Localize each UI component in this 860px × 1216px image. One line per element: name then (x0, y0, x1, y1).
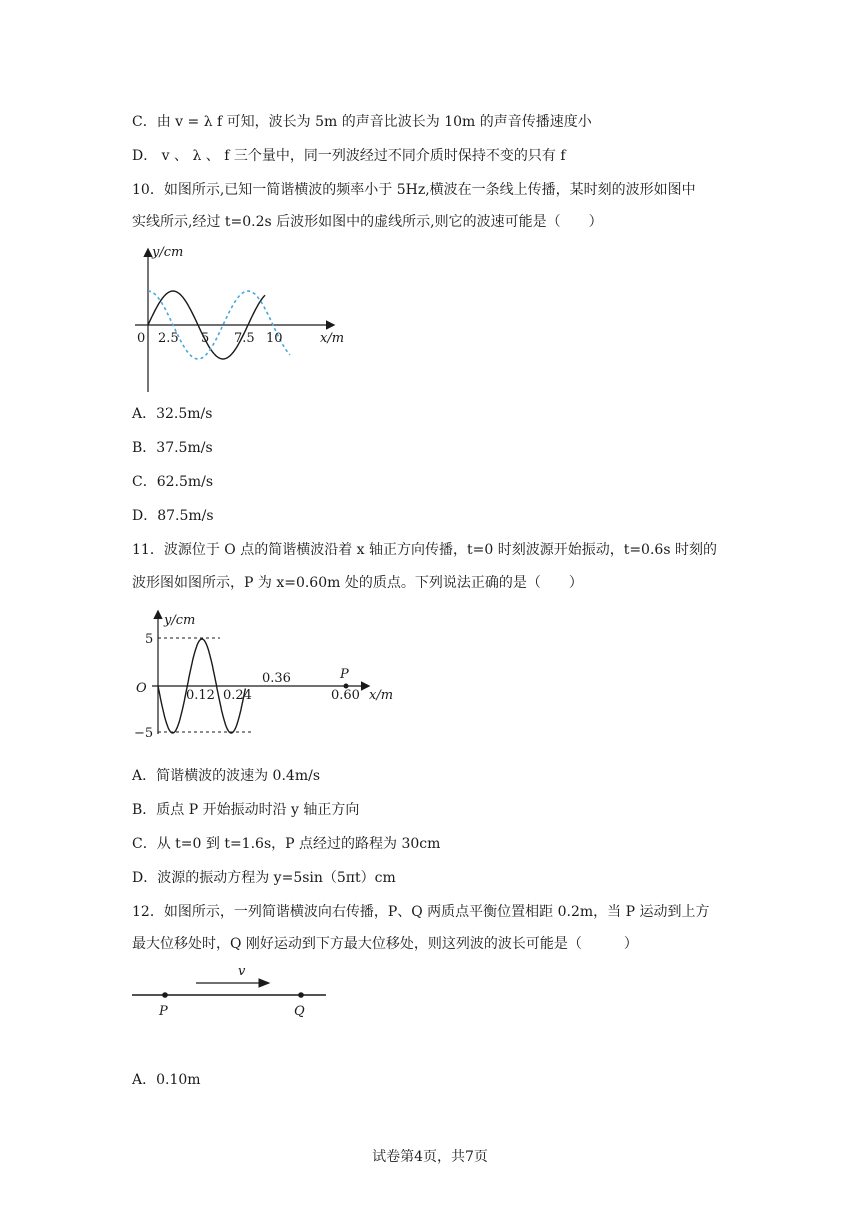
option-10a-text: A．32.5m/s (132, 406, 213, 422)
option-10c-text: C．由 v = λ f 可知，波长为 5m 的声音比波长为 10m 的声音传播速度小 (132, 114, 592, 130)
option-12a-text: A．0.10m (132, 1072, 201, 1088)
fig12-v-label: v (238, 964, 246, 979)
fig10-x-label: x/m (320, 331, 345, 346)
option-11c-text: C．从 t=0 到 t=1.6s，P 点经过的路程为 30cm (132, 836, 441, 852)
fig11-p-label: P (340, 667, 349, 682)
question-11-line-1: 11．波源位于 O 点的简谐横波沿着 x 轴正方向传播，t=0 时刻波源开始振动，t=0.6s 时刻的 (132, 542, 717, 558)
figure-12-pq-diagram (130, 962, 340, 1022)
option-11b-text: B．质点 P 开始振动时沿 y 轴正方向 (132, 802, 360, 818)
question-10-line-1: 10．如图所示,已知一简谐横波的频率小于 5Hz,横波在一条线上传播，某时刻的波形如图中 (132, 182, 696, 198)
fig11-origin: O (136, 681, 147, 696)
question-12-line-1: 12．如图所示，一列简谐横波向右传播，P、Q 两质点平衡位置相距 0.2m，当 P 运动到上方 (132, 904, 710, 920)
question-10-line-2: 实线所示,经过 t=0.2s 后波形如图中的虚线所示,则它的波速可能是（ ） (132, 214, 603, 230)
question-12-line-2: 最大位移处时，Q 刚好运动到下方最大位移处，则这列波的波长可能是（ ） (132, 936, 638, 952)
fig10-tick-7-5: 7.5 (234, 331, 255, 346)
option-10d-text: D． v 、 λ 、 f 三个量中，同一列波经过不同介质时保持不变的只有 f (132, 148, 566, 164)
fig10-y-label: y/cm (152, 245, 184, 260)
fig12-point-q (298, 992, 304, 998)
figure-11-wave-graph (128, 606, 408, 746)
option-11a-text: A．简谐横波的波速为 0.4m/s (132, 768, 321, 784)
fig12-p-label: P (159, 1004, 168, 1019)
fig11-tick-0-24: 0.24 (223, 688, 252, 703)
fig11-tick-0-12: 0.12 (186, 688, 215, 703)
option-10b-text: B．37.5m/s (132, 440, 213, 456)
option-10d2-text: D．87.5m/s (132, 508, 214, 524)
page-footer: 试卷第4页，共7页 (372, 1149, 488, 1165)
fig10-tick-0: 0 (137, 331, 146, 346)
fig10-tick-10: 10 (266, 331, 283, 346)
question-11-line-2: 波形图如图所示，P 为 x=0.60m 处的质点。下列说法正确的是（ ） (132, 575, 583, 591)
fig11-x-label: x/m (369, 688, 394, 703)
fig11-y-tick-5: 5 (145, 632, 154, 647)
figure-10-wave-graph (130, 240, 360, 400)
fig11-y-label: y/cm (164, 613, 196, 628)
fig10-tick-2-5: 2.5 (158, 331, 179, 346)
option-10c2-text: C．62.5m/s (132, 474, 214, 490)
option-11d-text: D．波源的振动方程为 y=5sin（5πt）cm (132, 870, 396, 886)
fig11-y-tick-neg5: −5 (134, 726, 154, 741)
fig10-tick-5: 5 (201, 331, 210, 346)
fig12-point-p (162, 992, 168, 998)
fig11-tick-0-60: 0.60 (331, 688, 360, 703)
fig12-q-label: Q (294, 1004, 305, 1019)
fig11-tick-0-36: 0.36 (262, 671, 291, 686)
